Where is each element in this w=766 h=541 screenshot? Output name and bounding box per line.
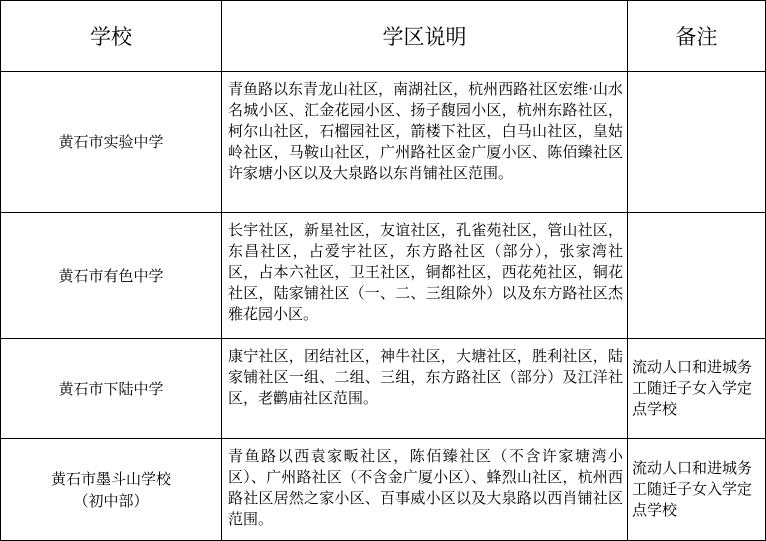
district-cell: 康宁社区，团结社区，神牛社区，大塘社区，胜利社区，陆家铺社区一组、二组、三组，东方路社区（部分）及江洋社区，老鹳庙社区范围。: [222, 339, 628, 439]
table-row: [1, 72, 766, 213]
district-cell: 青鱼路以东青龙山社区，南湖社区，杭州西路社区宏维·山水名城小区、汇金花园小区、扬子馥园小区，杭州东路社区，柯尔山社区，石榴园社区，箭楼下社区，白马山社区，皇姑岭社区，马鞍山社区，广州路社区金广厦小区、陈佰臻社区许家塘小区以及大泉路以东肖铺社区范围。: [222, 72, 628, 213]
note-cell: [628, 213, 766, 339]
note-cell: 流动人口和进城务工随迁子女入学定点学校: [628, 439, 766, 541]
school-cell: [1, 213, 222, 339]
note-cell: 流动人口和进城务工随迁子女入学定点学校: [628, 339, 766, 439]
school-name: 黄石市有色中学: [58, 266, 164, 285]
school-cell: [1, 339, 222, 439]
table-row: [1, 439, 766, 541]
note-cell: [628, 72, 766, 213]
school-name: 黄石市墨斗山学校: [50, 469, 171, 488]
header-row: [1, 1, 766, 72]
school-name: 黄石市下陆中学: [58, 379, 164, 398]
district-cell: 长宇社区，新星社区，友谊社区，孔雀苑社区，管山社区，东昌社区，占爱宇社区，东方路社区（部分），张家湾社区，占本六社区，卫王社区，铜都社区，西花苑社区，铜花社区，陆家铺社区（一、二、三组除外）以及东方路社区杰雅花园小区。: [222, 213, 628, 339]
table-row: [1, 339, 766, 439]
table-row: [1, 213, 766, 339]
school-cell: [1, 439, 222, 541]
header-school: 学校: [1, 1, 222, 72]
header-district: 学区说明: [222, 1, 628, 72]
school-cell: [1, 72, 222, 213]
school-name: 黄石市实验中学: [58, 133, 164, 151]
district-cell: 青鱼路以西袁家畈社区，陈佰臻社区（不含许家塘湾小区）、广州路社区（不含金广厦小区）、蜂烈山社区，杭州西路社区居然之家小区、百事威小区以及大泉路以西肖铺社区范围。: [222, 439, 628, 541]
header-note: 备注: [628, 1, 766, 72]
school-name-suffix: （初中部）: [73, 491, 149, 510]
